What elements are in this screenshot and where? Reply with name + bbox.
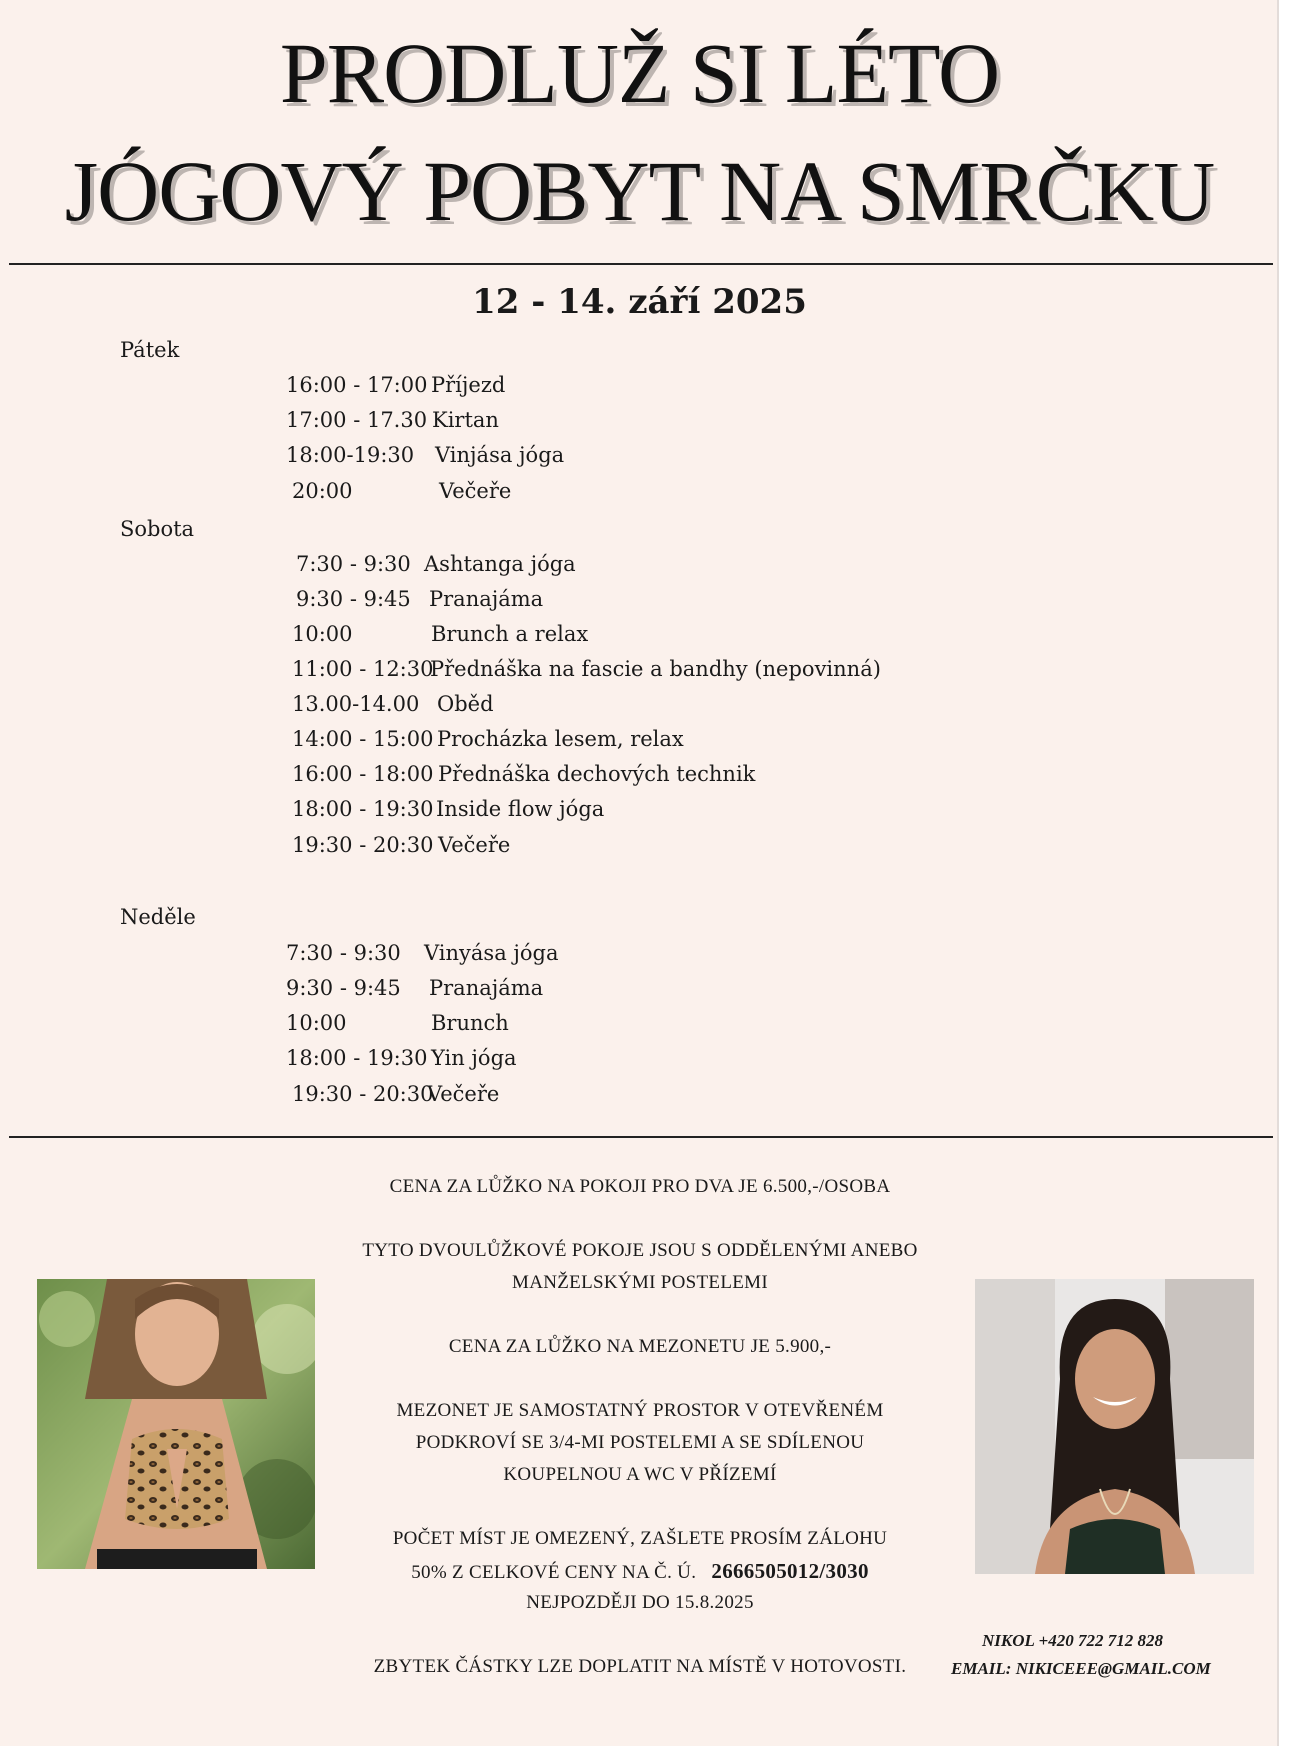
deposit-text: 50% Z CELKOVÉ CENY NA Č. Ú. bbox=[411, 1562, 697, 1583]
row-time: 18:00 - 19:30 bbox=[292, 797, 434, 821]
row-activity: Pranajáma bbox=[429, 976, 544, 1000]
row-activity: Přednáška dechových technik bbox=[438, 762, 756, 786]
row-activity: Večeře bbox=[438, 833, 511, 857]
contact-phone: NIKOL +420 722 712 828 bbox=[982, 1631, 1163, 1650]
row-activity: Přednáška na fascie a bandhy (nepovinná) bbox=[430, 657, 881, 681]
row-time: 9:30 - 9:45 bbox=[296, 587, 411, 611]
price-double-room: CENA ZA LŮŽKO NA POKOJI PRO DVA JE 6.500,-/OSOBA bbox=[389, 1176, 891, 1197]
contact-email: EMAIL: NIKICEEE@GMAIL.COM bbox=[951, 1659, 1211, 1678]
row-time: 9:30 - 9:45 bbox=[286, 976, 401, 1000]
row-time: 7:30 - 9:30 bbox=[296, 552, 411, 576]
row-activity: Oběd bbox=[437, 692, 494, 716]
rooms-description-line-1: TYTO DVOULŮŽKOVÉ POKOJE JSOU S ODDĚLENÝMI ANEBO bbox=[362, 1240, 918, 1261]
row-activity: Inside flow jóga bbox=[436, 797, 605, 821]
photo-woman-namaste bbox=[37, 1279, 315, 1569]
row-time: 20:00 bbox=[292, 479, 353, 503]
row-activity: Yin jóga bbox=[431, 1046, 517, 1070]
deposit-line-1: POČET MÍST JE OMEZENÝ, ZAŠLETE PROSÍM ZÁLOHU bbox=[392, 1528, 888, 1549]
row-activity: Ashtanga jóga bbox=[424, 552, 576, 576]
day-label-saturday: Sobota bbox=[120, 517, 195, 541]
row-time: 7:30 - 9:30 bbox=[286, 941, 401, 965]
event-date: 12 - 14. září 2025 bbox=[472, 282, 807, 322]
top-divider bbox=[9, 263, 1273, 265]
mezonet-description-line-3: KOUPELNOU A WC V PŘÍZEMÍ bbox=[503, 1464, 777, 1485]
mezonet-description-line-2: PODKROVÍ SE 3/4-MI POSTELEMI A SE SDÍLENOU bbox=[415, 1432, 865, 1453]
deposit-line-2 bbox=[330, 1555, 950, 1589]
day-label-sunday: Neděle bbox=[120, 905, 196, 929]
row-time: 10:00 bbox=[286, 1011, 347, 1035]
row-activity: Kirtan bbox=[432, 408, 499, 432]
title-line-1: PRODLUŽ SI LÉTO bbox=[279, 25, 1000, 121]
row-activity: Příjezd bbox=[431, 373, 506, 397]
row-time: 16:00 - 18:00 bbox=[292, 762, 434, 786]
row-time: 10:00 bbox=[292, 622, 353, 646]
bank-account: 2666505012/3030 bbox=[711, 1559, 869, 1583]
mezonet-description-line-1: MEZONET JE SAMOSTATNÝ PROSTOR V OTEVŘENÉM bbox=[396, 1400, 884, 1421]
day-label-friday: Pátek bbox=[120, 338, 180, 362]
row-activity: Brunch a relax bbox=[431, 622, 589, 646]
row-time: 17:00 - 17.30 bbox=[286, 408, 428, 432]
row-activity: Pranajáma bbox=[429, 587, 544, 611]
row-activity: Vinjása jóga bbox=[435, 443, 565, 467]
row-time: 18:00-19:30 bbox=[286, 443, 415, 467]
row-activity: Večeře bbox=[439, 479, 512, 503]
row-time: 13.00-14.00 bbox=[292, 692, 420, 716]
price-mezonet: CENA ZA LŮŽKO NA MEZONETU JE 5.900,- bbox=[448, 1336, 832, 1357]
row-activity: Procházka lesem, relax bbox=[437, 727, 684, 751]
row-time: 14:00 - 15:00 bbox=[292, 727, 434, 751]
deposit-line-3: NEJPOZDĚJI DO 15.8.2025 bbox=[526, 1592, 754, 1613]
bottom-divider bbox=[9, 1136, 1273, 1138]
row-activity: Večeře bbox=[427, 1082, 500, 1106]
row-time: 16:00 - 17:00 bbox=[286, 373, 428, 397]
photo-instructor-smiling bbox=[975, 1279, 1254, 1574]
row-time: 19:30 - 20:30 bbox=[292, 833, 434, 857]
row-activity: Brunch bbox=[431, 1011, 509, 1035]
row-time: 19:30 - 20:30 bbox=[292, 1082, 434, 1106]
row-time: 11:00 - 12:30 bbox=[292, 657, 434, 681]
row-time: 18:00 - 19:30 bbox=[286, 1046, 428, 1070]
rooms-description-line-2: MANŽELSKÝMI POSTELEMI bbox=[512, 1272, 768, 1293]
title-line-2: JÓGOVÝ POBYT NA SMRČKU bbox=[64, 143, 1215, 239]
row-activity: Vinyása jóga bbox=[424, 941, 559, 965]
rest-payment: ZBYTEK ČÁSTKY LZE DOPLATIT NA MÍSTĚ V HOTOVOSTI. bbox=[373, 1656, 907, 1677]
